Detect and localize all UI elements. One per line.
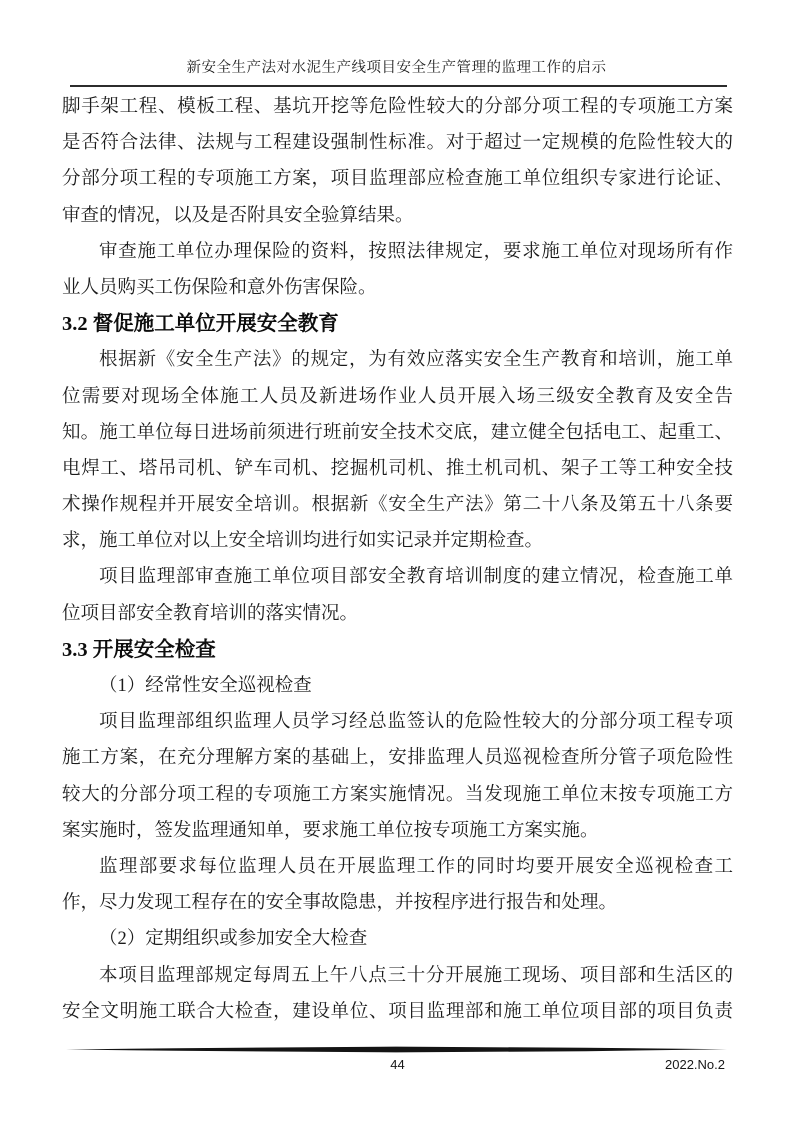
text-line: 业人员购买工伤保险和意外伤害保险。 bbox=[62, 277, 377, 298]
text-line: 案实施时，签发监理通知单，要求施工单位按专项施工方案实施。 bbox=[62, 820, 599, 841]
document-body bbox=[62, 89, 733, 1030]
text-line: 电焊工、塔吊司机、铲车司机、挖掘机司机、推土机司机、架子工等工种安全技 bbox=[62, 458, 733, 479]
text-line: 安全文明施工联合大检查，建设单位、项目监理部和施工单位项目部的项目负责 bbox=[62, 1001, 733, 1022]
text-line: 项目监理部组织监理人员学习经总监签认的危险性较大的分部分项工程专项 bbox=[99, 712, 733, 733]
text-line: 分部分项工程的专项施工方案，项目监理部应检查施工单位组织专家进行论证、 bbox=[62, 169, 733, 190]
text-line: 位项目部安全教育培训的落实情况。 bbox=[62, 603, 359, 624]
text-line: 求，施工单位对以上安全培训均进行如实记录并定期检查。 bbox=[62, 531, 544, 552]
text-line: 知。施工单位每日进场前须进行班前安全技术交底，建立健全包括电工、起重工、 bbox=[62, 422, 733, 443]
page-number: 44 bbox=[390, 1057, 405, 1072]
text-line: 脚手架工程、模板工程、基坑开挖等危险性较大的分部分项工程的专项施工方案 bbox=[62, 97, 733, 117]
issue-label: 2022.No.2 bbox=[665, 1057, 725, 1072]
text-line: 项目监理部审查施工单位项目部安全教育培训制度的建立情况，检查施工单 bbox=[99, 567, 733, 588]
text-line: 较大的分部分项工程的专项施工方案实施情况。当发现施工单位末按专项施工方 bbox=[62, 784, 733, 805]
text-line: 位需要对现场全体施工人员及新进场作业人员开展入场三级安全教育及安全告 bbox=[62, 386, 733, 407]
text-line: 本项目监理部规定每周五上午八点三十分开展施工现场、项目部和生活区的 bbox=[99, 965, 733, 986]
text-line: 审查施工单位办理保险的资料，按照法律规定，要求施工单位对现场所有作 bbox=[99, 241, 733, 262]
running-header-title: 新安全生产法对水泥生产线项目安全生产管理的监理工作的启示 bbox=[186, 60, 607, 76]
text-line: （2）定期组织或参加安全大检查 bbox=[99, 929, 368, 950]
header-rule bbox=[70, 85, 727, 87]
section-heading: 3.2 督促施工单位开展安全教育 bbox=[62, 313, 339, 336]
text-line: （1）经常性安全巡视检查 bbox=[99, 676, 312, 696]
text-line: 作，尽力发现工程存在的安全事故隐患，并按程序进行报告和处理。 bbox=[62, 893, 618, 914]
text-line: 施工方案，在充分理解方案的基础上，安排监理人员巡视检查所分管子项危险性 bbox=[62, 748, 733, 769]
text-line: 根据新《安全生产法》的规定，为有效应落实安全生产教育和培训，施工单 bbox=[99, 350, 733, 371]
text-line: 是否符合法律、法规与工程建设强制性标准。对于超过一定规模的危险性较大的 bbox=[62, 133, 733, 154]
section-heading: 3.3 开展安全检查 bbox=[62, 638, 216, 661]
text-line: 审查的情况，以及是否附具安全验算结果。 bbox=[62, 205, 414, 226]
footer bbox=[62, 1055, 733, 1075]
text-line: 监理部要求每位监理人员在开展监理工作的同时均要开展安全巡视检查工 bbox=[99, 856, 733, 877]
footer-rule bbox=[66, 1046, 727, 1053]
text-line: 术操作规程并开展安全培训。根据新《安全生产法》第二十八条及第五十八条要 bbox=[62, 495, 733, 516]
